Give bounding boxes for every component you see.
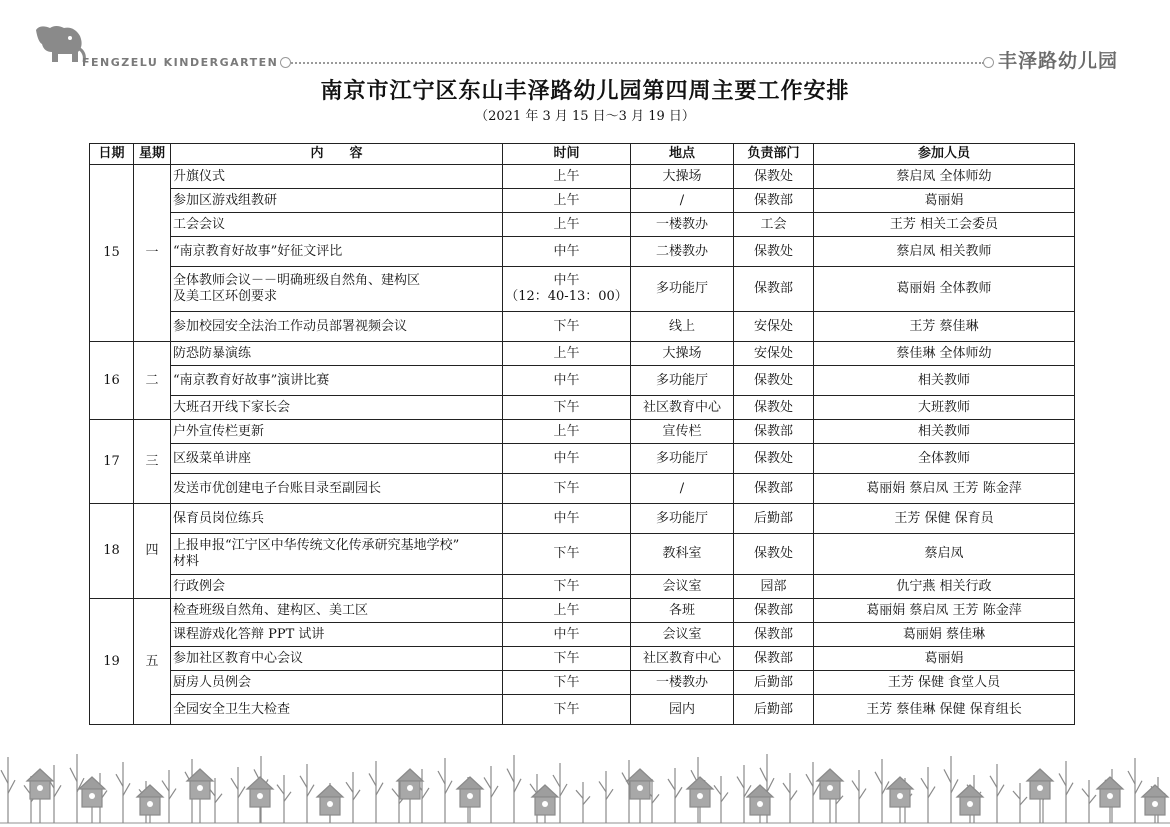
weekday-cell: 一 xyxy=(134,165,171,342)
tree-branch xyxy=(8,780,15,793)
time-cell: 上午 xyxy=(503,420,631,444)
birdhouse-roof xyxy=(957,785,983,797)
people-cell: 仇宁燕 相关行政 xyxy=(814,575,1075,599)
tree-branch xyxy=(721,792,728,801)
tree-branch xyxy=(392,789,399,798)
tree-branch xyxy=(1089,795,1096,804)
content-cell: “南京教育好故事”好征文评比 xyxy=(171,237,503,267)
place-cell: 线上 xyxy=(631,312,734,342)
table-row xyxy=(90,420,1075,444)
time-cell: 下午 xyxy=(503,671,631,695)
dept-cell: 保教部 xyxy=(734,420,814,444)
header-people: 参加人员 xyxy=(814,144,1075,165)
content-cell: 参加社区教育中心会议 xyxy=(171,647,503,671)
place-cell: 多功能厅 xyxy=(631,267,734,312)
date-cell: 15 xyxy=(90,165,134,342)
table-row xyxy=(90,237,1075,267)
tree-branch xyxy=(438,771,445,784)
divider-dot-left xyxy=(280,57,291,68)
tree-branch xyxy=(997,785,1004,797)
weekday-cell: 四 xyxy=(134,504,171,599)
date-cell: 18 xyxy=(90,504,134,599)
tree-branch xyxy=(928,787,935,798)
tree-branch xyxy=(376,783,383,795)
tree-branch xyxy=(307,785,314,797)
dept-cell: 后勤部 xyxy=(734,695,814,725)
birdhouse-roof xyxy=(817,769,843,781)
birdhouse-roof xyxy=(457,777,483,789)
table-row xyxy=(90,444,1075,474)
tree-branch xyxy=(576,790,583,798)
header-place: 地点 xyxy=(631,144,734,165)
place-cell: 一楼教办 xyxy=(631,671,734,695)
page-title: 南京市江宁区东山丰泽路幼儿园第四周主要工作安排 xyxy=(320,79,850,104)
people-cell: 大班教师 xyxy=(814,396,1075,420)
people-cell: 王芳 保健 食堂人员 xyxy=(814,671,1075,695)
birdhouse-hole xyxy=(147,801,153,807)
content-cell: 行政例会 xyxy=(171,575,503,599)
content-cell: 区级菜单讲座 xyxy=(171,444,503,474)
birdhouse-hole xyxy=(1107,793,1113,799)
tree-branch xyxy=(484,777,491,788)
weekday-cell: 五 xyxy=(134,599,171,725)
content-cell: 课程游戏化答辩 PPT 试讲 xyxy=(171,623,503,647)
dept-cell: 保教处 xyxy=(734,165,814,189)
birdhouse-hole xyxy=(757,801,763,807)
tree-branch xyxy=(553,775,560,787)
people-cell: 葛丽娟 全体教师 xyxy=(814,267,1075,312)
people-cell: 相关教师 xyxy=(814,366,1075,396)
tree-branch xyxy=(599,781,606,791)
birdhouse-roof xyxy=(627,769,653,781)
people-cell: 葛丽娟 xyxy=(814,189,1075,213)
tree-branch xyxy=(1020,797,1027,805)
birdhouse-roof xyxy=(397,769,423,781)
tree-branch xyxy=(859,789,866,800)
page-header xyxy=(0,0,1170,80)
tree-branch xyxy=(737,777,744,789)
tree-branch xyxy=(921,778,928,789)
content-cell: 厨房人员例会 xyxy=(171,671,503,695)
tree-branch xyxy=(169,789,176,800)
time-cell: 中午 xyxy=(503,504,631,534)
tree-branch xyxy=(1128,771,1135,784)
tree-branch xyxy=(675,787,682,798)
place-cell: 多功能厅 xyxy=(631,504,734,534)
table-row xyxy=(90,575,1075,599)
tree-branch xyxy=(284,792,291,802)
table-row xyxy=(90,189,1075,213)
tree-branch xyxy=(583,796,590,804)
dept-cell: 后勤部 xyxy=(734,504,814,534)
birdhouse-roof xyxy=(79,777,105,789)
tree-branch xyxy=(652,794,659,803)
time-cell: 中午 xyxy=(503,444,631,474)
tree-branch xyxy=(514,779,521,793)
tree-branch xyxy=(806,774,813,786)
place-cell: / xyxy=(631,189,734,213)
time-cell: 下午 xyxy=(503,575,631,599)
birdhouse-roof xyxy=(1027,769,1053,781)
place-cell: 园内 xyxy=(631,695,734,725)
birdhouse-hole xyxy=(407,785,413,791)
logo-text: FENGZELU KINDERGARTEN xyxy=(82,56,279,69)
time-cell: 下午 xyxy=(503,312,631,342)
tree-branch xyxy=(875,772,882,785)
tree-branch xyxy=(760,768,767,782)
content-cell: 保育员岗位练兵 xyxy=(171,504,503,534)
place-cell: 会议室 xyxy=(631,623,734,647)
content-line-1: 上报申报“江宁区中华传统文化传承研究基地学校” xyxy=(173,538,460,553)
dept-cell: 保教部 xyxy=(734,623,814,647)
table-row xyxy=(90,647,1075,671)
birdhouse-hole xyxy=(37,785,43,791)
tree-branch xyxy=(231,778,238,789)
tree-branch xyxy=(783,783,790,793)
content-cell xyxy=(171,267,503,312)
tree-branch xyxy=(162,781,169,792)
time-cell: 上午 xyxy=(503,342,631,366)
table-row xyxy=(90,474,1075,504)
content-cell xyxy=(171,534,503,575)
people-cell: 蔡佳琳 全体师幼 xyxy=(814,342,1075,366)
place-cell: 一楼教办 xyxy=(631,213,734,237)
place-cell: 多功能厅 xyxy=(631,366,734,396)
time-cell: 下午 xyxy=(503,534,631,575)
divider-dot-right xyxy=(983,57,994,68)
header-divider xyxy=(284,62,984,64)
tree-branch xyxy=(422,788,429,799)
time-cell: 下午 xyxy=(503,474,631,504)
tree-branch xyxy=(668,779,675,790)
tree-branch xyxy=(300,776,307,788)
birdhouse-hole xyxy=(1152,801,1158,807)
tree-branch xyxy=(530,784,537,794)
time-cell: 上午 xyxy=(503,599,631,623)
people-cell: 王芳 保健 保育员 xyxy=(814,504,1075,534)
content-cell: 全园安全卫生大检查 xyxy=(171,695,503,725)
header-time: 时间 xyxy=(503,144,631,165)
place-cell: 教科室 xyxy=(631,534,734,575)
tree-branch xyxy=(1082,789,1089,798)
dept-cell: 后勤部 xyxy=(734,671,814,695)
tree-branch xyxy=(70,768,77,782)
birdhouse-hole xyxy=(697,793,703,799)
time-cell: 下午 xyxy=(503,396,631,420)
tree-branch xyxy=(990,776,997,788)
table-row xyxy=(90,267,1075,312)
tree-branch xyxy=(277,785,284,795)
time-line-1: 中午 xyxy=(553,273,580,288)
time-cell xyxy=(503,267,631,312)
tree-branch xyxy=(445,781,452,794)
tree-branch xyxy=(507,769,514,783)
dept-cell: 保教部 xyxy=(734,599,814,623)
time-cell: 下午 xyxy=(503,695,631,725)
trees-and-birdhouses-illustration xyxy=(0,735,1170,827)
time-cell: 中午 xyxy=(503,623,631,647)
tree-branch xyxy=(560,784,567,796)
place-cell: 大操场 xyxy=(631,342,734,366)
people-cell: 葛丽娟 xyxy=(814,647,1075,671)
content-cell: 大班召开线下家长会 xyxy=(171,396,503,420)
birdhouse-roof xyxy=(317,785,343,797)
tree-branch xyxy=(491,786,498,797)
time-cell: 下午 xyxy=(503,647,631,671)
time-cell: 上午 xyxy=(503,213,631,237)
tree-branch xyxy=(714,785,721,794)
table-row xyxy=(90,504,1075,534)
birdhouse-roof xyxy=(247,777,273,789)
tree-branch xyxy=(215,794,222,803)
birdhouse-hole xyxy=(967,801,973,807)
tree-branch xyxy=(369,773,376,785)
people-cell: 葛丽娟 蔡启凤 王芳 陈金萍 xyxy=(814,474,1075,504)
content-cell: 参加校园安全法治工作动员部署视频会议 xyxy=(171,312,503,342)
people-cell: 葛丽娟 蔡佳琳 xyxy=(814,623,1075,647)
birdhouse-hole xyxy=(257,793,263,799)
place-cell: 大操场 xyxy=(631,165,734,189)
header-date: 日期 xyxy=(90,144,134,165)
tree-branch xyxy=(790,791,797,801)
tree-branch xyxy=(123,783,130,795)
tree-branch xyxy=(54,785,61,797)
brand-name: 丰泽路幼儿园 xyxy=(998,50,1119,72)
dept-cell: 园部 xyxy=(734,575,814,599)
place-cell: 宣传栏 xyxy=(631,420,734,444)
place-cell: / xyxy=(631,474,734,504)
time-cell: 中午 xyxy=(503,366,631,396)
tree-branch xyxy=(1,770,8,783)
table-row xyxy=(90,366,1075,396)
birdhouse-roof xyxy=(532,785,558,797)
content-line-2: 及美工区环创要求 xyxy=(173,289,278,304)
content-cell: 防恐防暴演练 xyxy=(171,342,503,366)
table-header-row xyxy=(90,144,1075,165)
header-dept: 负责部门 xyxy=(734,144,814,165)
elephant-logo-icon xyxy=(30,22,90,70)
people-cell: 王芳 相关工会委员 xyxy=(814,213,1075,237)
tree-branch xyxy=(238,787,245,798)
content-cell: 户外宣传栏更新 xyxy=(171,420,503,444)
dept-cell: 安保处 xyxy=(734,312,814,342)
birdhouse-roof xyxy=(687,777,713,789)
place-cell: 多功能厅 xyxy=(631,444,734,474)
birdhouse-hole xyxy=(897,793,903,799)
place-cell: 各班 xyxy=(631,599,734,623)
dept-cell: 保教处 xyxy=(734,366,814,396)
time-cell: 上午 xyxy=(503,189,631,213)
birdhouse-roof xyxy=(1097,777,1123,789)
content-line-2: 材料 xyxy=(173,554,200,569)
dept-cell: 工会 xyxy=(734,213,814,237)
content-line-1: 全体教师会议－－明确班级自然角、建构区 xyxy=(173,273,421,288)
place-cell: 社区教育中心 xyxy=(631,396,734,420)
birdhouse-roof xyxy=(187,769,213,781)
people-cell: 王芳 蔡佳琳 xyxy=(814,312,1075,342)
birdhouse-hole xyxy=(89,793,95,799)
weekday-cell: 三 xyxy=(134,420,171,504)
people-cell: 全体教师 xyxy=(814,444,1075,474)
content-cell: “南京教育好故事”演讲比赛 xyxy=(171,366,503,396)
tree-branch xyxy=(1059,773,1066,785)
people-cell: 蔡启凤 相关教师 xyxy=(814,237,1075,267)
people-cell: 相关教师 xyxy=(814,420,1075,444)
dept-cell: 安保处 xyxy=(734,342,814,366)
weekday-cell: 二 xyxy=(134,342,171,420)
table-row xyxy=(90,342,1075,366)
tree-branch xyxy=(951,779,958,792)
content-cell: 发送市优创建电子台账目录至副园长 xyxy=(171,474,503,504)
tree-branch xyxy=(1135,781,1142,794)
content-cell: 检查班级自然角、建构区、美工区 xyxy=(171,599,503,623)
place-cell: 会议室 xyxy=(631,575,734,599)
dept-cell: 保教处 xyxy=(734,396,814,420)
birdhouse-hole xyxy=(327,801,333,807)
birdhouse-roof xyxy=(27,769,53,781)
table-row xyxy=(90,695,1075,725)
table-row xyxy=(90,165,1075,189)
tree-branch xyxy=(116,774,123,786)
tree-branch xyxy=(353,790,360,800)
date-cell: 17 xyxy=(90,420,134,504)
people-cell: 王芳 蔡佳琳 保健 保育组长 xyxy=(814,695,1075,725)
dept-cell: 保教处 xyxy=(734,444,814,474)
dept-cell: 保教部 xyxy=(734,647,814,671)
tree-branch xyxy=(1013,791,1020,799)
place-cell: 二楼教办 xyxy=(631,237,734,267)
birdhouse-hole xyxy=(827,785,833,791)
table-row xyxy=(90,623,1075,647)
birdhouse-roof xyxy=(887,777,913,789)
time-line-2: （12：40-13：00） xyxy=(505,289,628,304)
people-cell: 葛丽娟 蔡启凤 王芳 陈金萍 xyxy=(814,599,1075,623)
dept-cell: 保教部 xyxy=(734,189,814,213)
header-content: 内 容 xyxy=(171,144,503,165)
content-cell: 参加区游戏组教研 xyxy=(171,189,503,213)
tree-branch xyxy=(852,781,859,792)
place-cell: 社区教育中心 xyxy=(631,647,734,671)
date-range: （2021 年 3 月 15 日～3 月 19 日） xyxy=(475,109,695,124)
time-cell: 上午 xyxy=(503,165,631,189)
date-cell: 16 xyxy=(90,342,134,420)
table-row xyxy=(90,671,1075,695)
tree-branch xyxy=(346,782,353,792)
people-cell: 蔡启凤 全体师幼 xyxy=(814,165,1075,189)
header-weekday: 星期 xyxy=(134,144,171,165)
time-cell: 中午 xyxy=(503,237,631,267)
tree-branch xyxy=(1066,783,1073,795)
schedule-table xyxy=(89,143,1075,725)
tree-branch xyxy=(813,783,820,795)
content-cell: 升旗仪式 xyxy=(171,165,503,189)
tree-branch xyxy=(606,789,613,799)
table-row xyxy=(90,534,1075,575)
table-row xyxy=(90,396,1075,420)
table-row xyxy=(90,213,1075,237)
dept-cell: 保教部 xyxy=(734,474,814,504)
birdhouse-hole xyxy=(197,785,203,791)
birdhouse-hole xyxy=(637,785,643,791)
dept-cell: 保教部 xyxy=(734,267,814,312)
table-row xyxy=(90,599,1075,623)
tree-branch xyxy=(622,773,629,786)
birdhouse-hole xyxy=(1037,785,1043,791)
birdhouse-hole xyxy=(467,793,473,799)
tree-branch xyxy=(944,769,951,782)
birdhouse-roof xyxy=(1142,785,1168,797)
dept-cell: 保教处 xyxy=(734,237,814,267)
table-row xyxy=(90,312,1075,342)
birdhouse-hole xyxy=(542,801,548,807)
content-cell: 工会会议 xyxy=(171,213,503,237)
people-cell: 蔡启凤 xyxy=(814,534,1075,575)
tree-branch xyxy=(767,778,774,792)
dept-cell: 保教处 xyxy=(734,534,814,575)
date-cell: 19 xyxy=(90,599,134,725)
